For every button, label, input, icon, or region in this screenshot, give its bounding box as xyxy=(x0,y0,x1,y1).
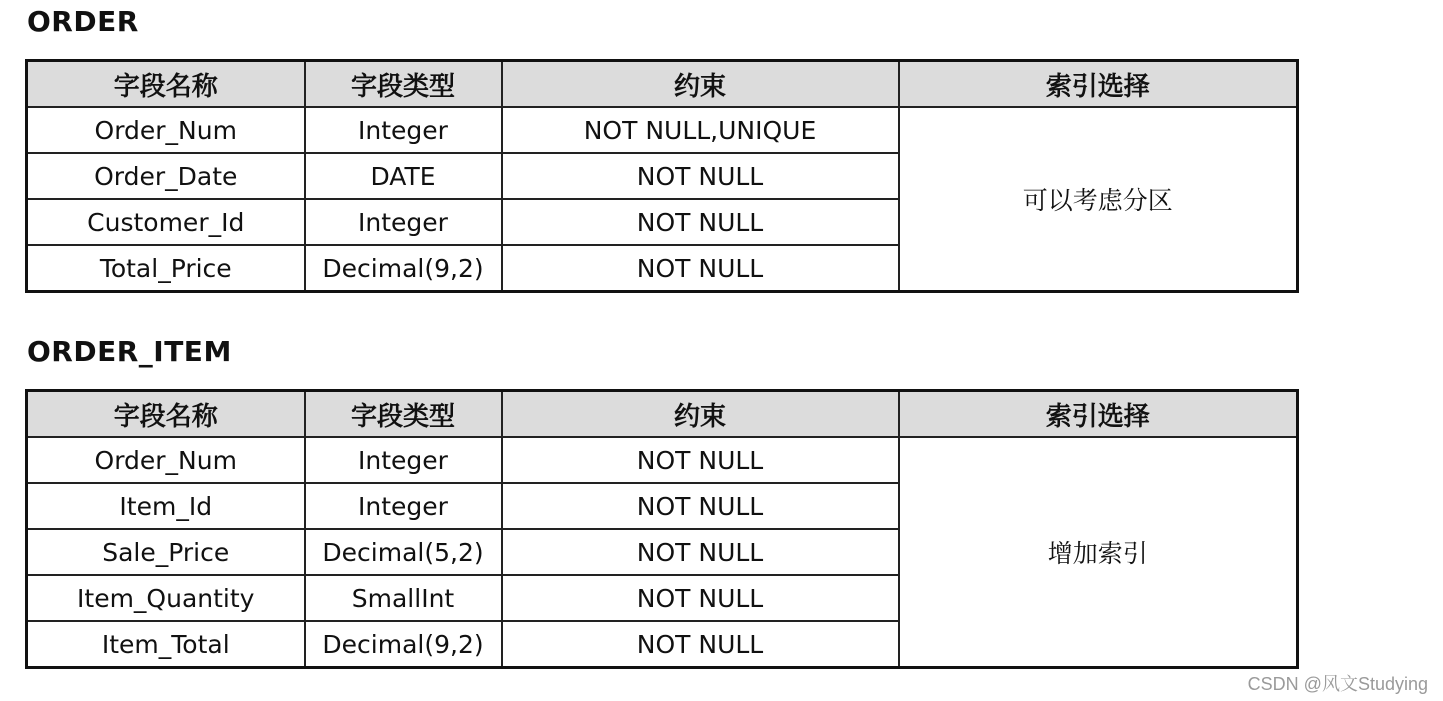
header-row xyxy=(27,61,1298,108)
cell-field-name: Order_Num xyxy=(27,437,305,483)
cell-field-type: DATE xyxy=(305,153,502,199)
cell-field-name: Item_Quantity xyxy=(27,575,305,621)
cell-field-type: Decimal(5,2) xyxy=(305,529,502,575)
table-title-order: ORDER xyxy=(27,5,139,38)
header-constraint: 约束 xyxy=(502,391,899,438)
table-row xyxy=(27,437,1298,483)
header-field-name: 字段名称 xyxy=(27,61,305,108)
watermark: CSDN @风文Studying xyxy=(1247,674,1428,694)
cell-field-type: Integer xyxy=(305,107,502,153)
cell-field-name: Total_Price xyxy=(27,245,305,292)
header-row xyxy=(27,391,1298,438)
order-table xyxy=(25,59,1299,293)
cell-field-name: Order_Date xyxy=(27,153,305,199)
cell-constraint: NOT NULL xyxy=(502,199,899,245)
cell-field-type: Decimal(9,2) xyxy=(305,245,502,292)
header-index-choice: 索引选择 xyxy=(899,61,1298,108)
cell-field-name: Customer_Id xyxy=(27,199,305,245)
cell-field-type: Integer xyxy=(305,437,502,483)
cell-constraint: NOT NULL xyxy=(502,575,899,621)
cell-field-name: Order_Num xyxy=(27,107,305,153)
cell-field-type: Decimal(9,2) xyxy=(305,621,502,668)
order-item-table xyxy=(25,389,1299,669)
header-field-type: 字段类型 xyxy=(305,61,502,108)
cell-field-name: Item_Total xyxy=(27,621,305,668)
cell-constraint: NOT NULL xyxy=(502,529,899,575)
cell-field-name: Item_Id xyxy=(27,483,305,529)
header-index-choice: 索引选择 xyxy=(899,391,1298,438)
header-field-name: 字段名称 xyxy=(27,391,305,438)
cell-field-type: Integer xyxy=(305,199,502,245)
cell-index-note: 可以考虑分区 xyxy=(899,107,1298,292)
cell-constraint: NOT NULL,UNIQUE xyxy=(502,107,899,153)
cell-field-type: SmallInt xyxy=(305,575,502,621)
cell-index-note: 增加索引 xyxy=(899,437,1298,668)
header-field-type: 字段类型 xyxy=(305,391,502,438)
cell-field-type: Integer xyxy=(305,483,502,529)
header-constraint: 约束 xyxy=(502,61,899,108)
cell-constraint: NOT NULL xyxy=(502,483,899,529)
cell-constraint: NOT NULL xyxy=(502,245,899,292)
table-title-order-item: ORDER_ITEM xyxy=(27,335,232,368)
cell-constraint: NOT NULL xyxy=(502,621,899,668)
cell-constraint: NOT NULL xyxy=(502,153,899,199)
table-row xyxy=(27,107,1298,153)
cell-field-name: Sale_Price xyxy=(27,529,305,575)
cell-constraint: NOT NULL xyxy=(502,437,899,483)
